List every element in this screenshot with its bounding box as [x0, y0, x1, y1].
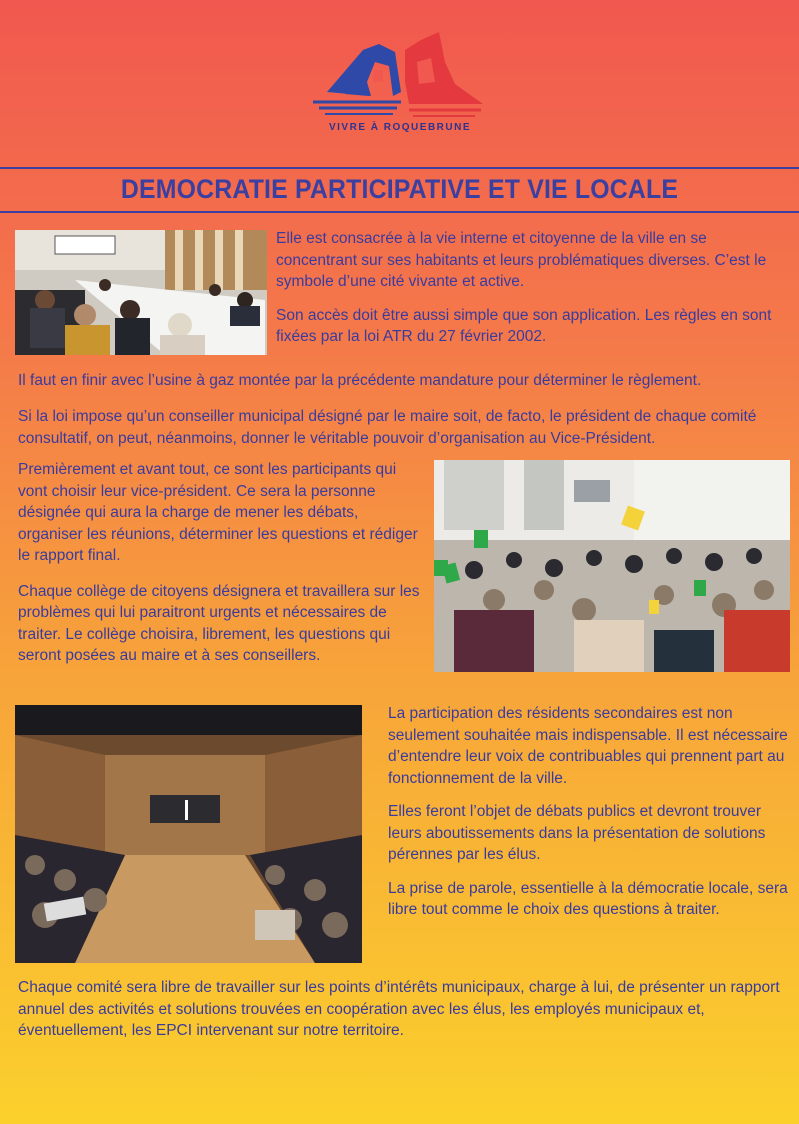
logo-text: VIVRE À ROQUEBRUNE	[328, 122, 471, 133]
paragraph-vice-president: Premièrement et avant tout, ce sont les participants qui vont choisir leur vice-président. Ce sera la personne désignée qui aura la charge de mener les débats, organiser les réunions, déterminer les questions et rédiger le rapport final.	[18, 461, 418, 564]
vice-president-block	[18, 459, 423, 667]
auditorium-photo	[15, 705, 362, 963]
paragraph-usine: Il faut en finir avec l’usine à gaz montée par la précédente mandature pour déterminer le règlement.	[18, 372, 702, 389]
paragraph-parole: La prise de parole, essentielle à la démocratie locale, sera libre tout comme le choix des questions à traiter.	[388, 879, 788, 918]
paragraph-debats: Elles feront l’objet de débats publics et devront trouver leurs aboutissements dans la présentation de solutions pérennes par les élus.	[388, 803, 766, 863]
paragraph-comite: Chaque comité sera libre de travailler sur les points d’intérêts municipaux, charge à lui, de présenter un rapport annuel des activités et solutions trouvées en coopération avec les élus, les employés municipaux et, éventuellement, les EPCI intervenant sur notre territoire.	[18, 979, 780, 1039]
logo	[305, 22, 495, 142]
intro-block	[276, 228, 788, 348]
bottom-divider	[0, 211, 799, 213]
paragraph-access: Son accès doit être aussi simple que son application. Les règles en sont fixées par la loi ATR du 27 février 2002.	[276, 306, 772, 345]
page-title: DEMOCRATIE PARTICIPATIVE ET VIE LOCALE	[120, 174, 679, 204]
paragraph-college: Chaque collège de citoyens désignera et travaillera sur les problèmes qui lui paraitront urgents et nécessaires de traiter. Le collège choisira, librement, les questions qui seront posées au maire et à ses conseillers.	[18, 582, 420, 664]
top-divider	[0, 167, 799, 169]
paragraph-residents: La participation des résidents secondaires est non seulement souhaitée mais indispensable. Il est nécessaire d’entendre leur voix de contribuables qui prennent part au fonctionnement de la ville.	[388, 705, 788, 787]
paragraph-loi: Si la loi impose qu’un conseiller municipal désigné par le maire soit, de facto, le président de chaque comité consultatif, on peut, néanmoins, donner le véritable pouvoir d’organisation au Vice-Président.	[18, 408, 757, 447]
voting-assembly-photo	[434, 460, 790, 672]
meeting-photo	[15, 230, 267, 355]
residents-block	[388, 703, 792, 921]
paragraph-intro: Elle est consacrée à la vie interne et citoyenne de la ville en se concentrant sur ses habitants et leurs problématiques diverses. C’est le symbole d’une cité vivante et active.	[276, 230, 767, 290]
logo-mark-icon	[305, 22, 495, 122]
